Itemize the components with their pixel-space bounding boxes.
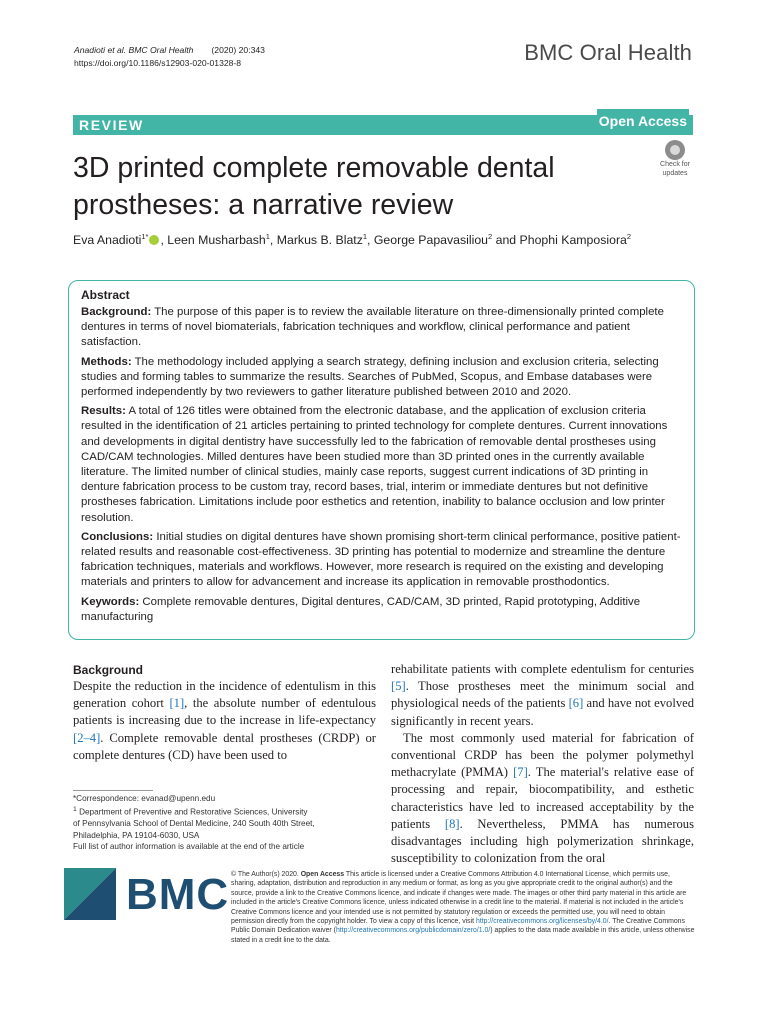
correspondence-note: *Correspondence: evanad@upenn.edu — [73, 794, 216, 803]
orcid-icon[interactable] — [149, 235, 159, 245]
author-affiliation-sup: 1* — [141, 232, 149, 241]
license-open-access: Open Access — [300, 871, 345, 878]
author-list — [73, 229, 703, 248]
abstract-results-text: A total of 126 titles were obtained from the electronic database, and the application of exclusion criteria resulted in the identification of 21 articles pertaining to printed technology for complete dentures. Current innovations and developments in digital dentistry have successfully led to the fabrication of removable dental prostheses using CAD/CAM technologies. Milled dentures have been studied more than 3D printed ones in the currently available literature. The limited number of clinical studies, mainly case reports, suggest current indications of 3D printing in denture fabrication process to be custom tray, record bases, trial, interim or immediate dentures but not definitive prostheses fabrication. Limitations include poor esthetics and retention, inability to balance occlusion and low printer resolution. — [81, 405, 668, 524]
check-for-updates-badge[interactable] — [653, 140, 697, 182]
citation-link[interactable]: [6] — [568, 696, 584, 711]
abstract-conclusions-label: Conclusions: — [81, 530, 154, 543]
license-part: © The Author(s) 2020. — [231, 871, 301, 878]
check-updates-icon — [665, 140, 685, 160]
author-name[interactable]: and Phophi Kamposiora — [492, 233, 627, 248]
footnotes — [73, 793, 376, 852]
body-paragraph — [391, 730, 694, 868]
body-right-column — [391, 661, 694, 867]
check-updates-line2: updates — [662, 170, 688, 177]
author-name[interactable]: , George Papavasiliou — [367, 233, 489, 248]
abstract-heading: Abstract — [81, 288, 130, 302]
abstract-methods-label: Methods: — [81, 355, 132, 368]
abstract-conclusions-text: Initial studies on digital dentures have shown promising short-term clinical performance, positive patient-related results and reasonable cost-effectiveness. 3D printing has potential to modernize and streamline the denture fabrication techniques, materials and workflows. However, more research is required on the existing and developing materials and printers to allow for advancement and increase its application in removable prosthodontics. — [81, 530, 681, 589]
journal-name: BMC Oral Health — [524, 40, 692, 65]
license-link[interactable]: http://creativecommons.org/publicdomain/zero/1.0/ — [335, 927, 491, 935]
body-text: Despite the reduction in the incidence of edentulism in this generation cohort — [73, 679, 376, 711]
author-affiliation-sup: 1 — [362, 232, 368, 241]
abstract-keywords-label: Keywords: — [81, 595, 140, 608]
license-text — [231, 870, 695, 945]
footnote-divider — [73, 790, 153, 791]
abstract-box — [68, 280, 695, 640]
author-affiliation-sup: 2 — [626, 232, 632, 241]
article-title: 3D printed complete removable dental prostheses: a narrative review — [73, 152, 555, 221]
body-text: . Nevertheless, PMMA has numerous disadvantages including high polymerization shrinkage, susceptibility to colonization from the oral — [391, 816, 695, 866]
body-text: The most commonly used material for fabrication of conventional CRDP has been the polymer polymethyl methacrylate (PMMA) — [391, 730, 694, 780]
affiliation-line: Philadelphia, PA 19104-6030, USA — [73, 830, 200, 840]
body-text: rehabilitate patients with complete edentulism for centuries — [391, 662, 694, 676]
section-bar — [73, 115, 693, 135]
affiliation-line: Department of Preventive and Restorative Sciences, University — [76, 808, 308, 818]
doi-link[interactable]: https://doi.org/10.1186/s12903-020-01328-8 — [74, 58, 242, 68]
abstract-background — [81, 305, 682, 351]
citation-link[interactable]: [8] — [444, 816, 460, 831]
citation-link[interactable]: [5] — [391, 679, 406, 694]
abstract-methods-text: The methodology included applying a search strategy, defining inclusion and exclusion criteria, selecting studies and forming tables to summarize the results. Searches of PubMed, Scopus, and Embase databases were performed independently by two reviewers to gather literature published between 2010 and 2020. — [81, 355, 659, 399]
citation-link[interactable]: [7] — [513, 765, 528, 780]
affiliation-note — [73, 804, 376, 818]
background-heading: Background — [73, 663, 144, 677]
abstract-keywords-text: Complete removable dentures, Digital dentures, CAD/CAM, 3D printed, Rapid prototyping, Additive manufacturing — [81, 595, 641, 623]
abstract-background-text: The purpose of this paper is to review the available literature on three-dimensionally printed complete dentures in terms of novel biomaterials, fabrication techniques and workflow, clinical performance and patient satisfaction. — [81, 306, 664, 349]
abstract-results-label: Results: — [81, 405, 126, 418]
body-text: , the absolute number of edentulous patients is increasing due to the increase in life-expectancy — [73, 696, 376, 728]
abstract-keywords — [81, 595, 682, 625]
author-affiliation-sup: 1 — [265, 232, 270, 241]
abstract-results — [81, 404, 682, 526]
author-info-note: Full list of author information is available at the end of the article — [73, 841, 305, 851]
check-updates-line1: Check for — [660, 161, 690, 168]
citation-year-volume: (2020) 20:343 — [211, 45, 265, 55]
author-affiliation-sup: 2 — [488, 232, 493, 241]
author-name[interactable]: , Leen Musharbash — [160, 233, 266, 248]
bmc-logo-mark-icon — [64, 868, 116, 920]
affiliation-line: of Pennsylvania School of Dental Medicine, 240 South 40th Street, — [73, 819, 315, 829]
citation-link[interactable]: [1] — [169, 696, 185, 711]
license-part: . The Creative Commons Public Domain Dedication waiver ( — [231, 918, 685, 935]
body-paragraph — [73, 678, 376, 764]
author-name[interactable]: , Markus B. Blatz — [269, 233, 363, 248]
license-part: This article is licensed under a Creative Commons Attribution 4.0 International License, which permits use, sharing, adaptation, distribution and reproduction in any medium or format, as long as you give appropriate credit to the original author(s) and the source, provide a link to the Creative Commons licence, and indicate if changes were made. The images or other third party material in this article are included in the article's Creative Commons licence, unless indicated otherwise in a credit line to the material. If material is not included in the article's Creative Commons licence and your intended use is not permitted by statutory regulation or exceeds the permitted use, you will need to obtain permission directly from the copyright holder. To view a copy of this licence, visit — [231, 871, 687, 926]
abstract-conclusions — [81, 530, 682, 591]
bmc-logo-text: BMC — [126, 870, 230, 919]
citation-line — [74, 44, 265, 57]
article-meta — [74, 44, 265, 70]
body-text: . The material's relative ease of processing and repair, biocompatibility, and esthetic characteristics have led to increased acceptability by the patients — [391, 765, 694, 831]
abstract-methods — [81, 355, 682, 401]
author-name[interactable]: Eva Anadioti — [73, 233, 142, 248]
citation-author-journal: Anadioti et al. BMC Oral Health — [74, 45, 194, 55]
license-part: ) applies to the data made available in this article, unless otherwise stated in a credit line to the data. — [231, 927, 695, 944]
body-left-column — [73, 662, 376, 764]
body-paragraph — [391, 661, 694, 730]
body-text: and have not evolved significantly in recent years. — [391, 696, 694, 728]
section-label: REVIEW — [79, 117, 144, 133]
license-link[interactable]: http://creativecommons.org/licenses/by/4.0/ — [475, 918, 609, 926]
abstract-background-label: Background: — [81, 306, 152, 318]
bmc-logo — [64, 868, 230, 924]
citation-link[interactable]: [2–4] — [73, 730, 101, 745]
open-access-badge: Open Access — [597, 109, 689, 133]
affiliation-sup: 1 — [73, 806, 77, 814]
body-text: . Those prostheses meet the minimum social and physiological needs of the patients — [391, 679, 694, 711]
body-text: . Complete removable dental prostheses (CRDP) or complete dentures (CD) have been used to — [73, 730, 376, 762]
